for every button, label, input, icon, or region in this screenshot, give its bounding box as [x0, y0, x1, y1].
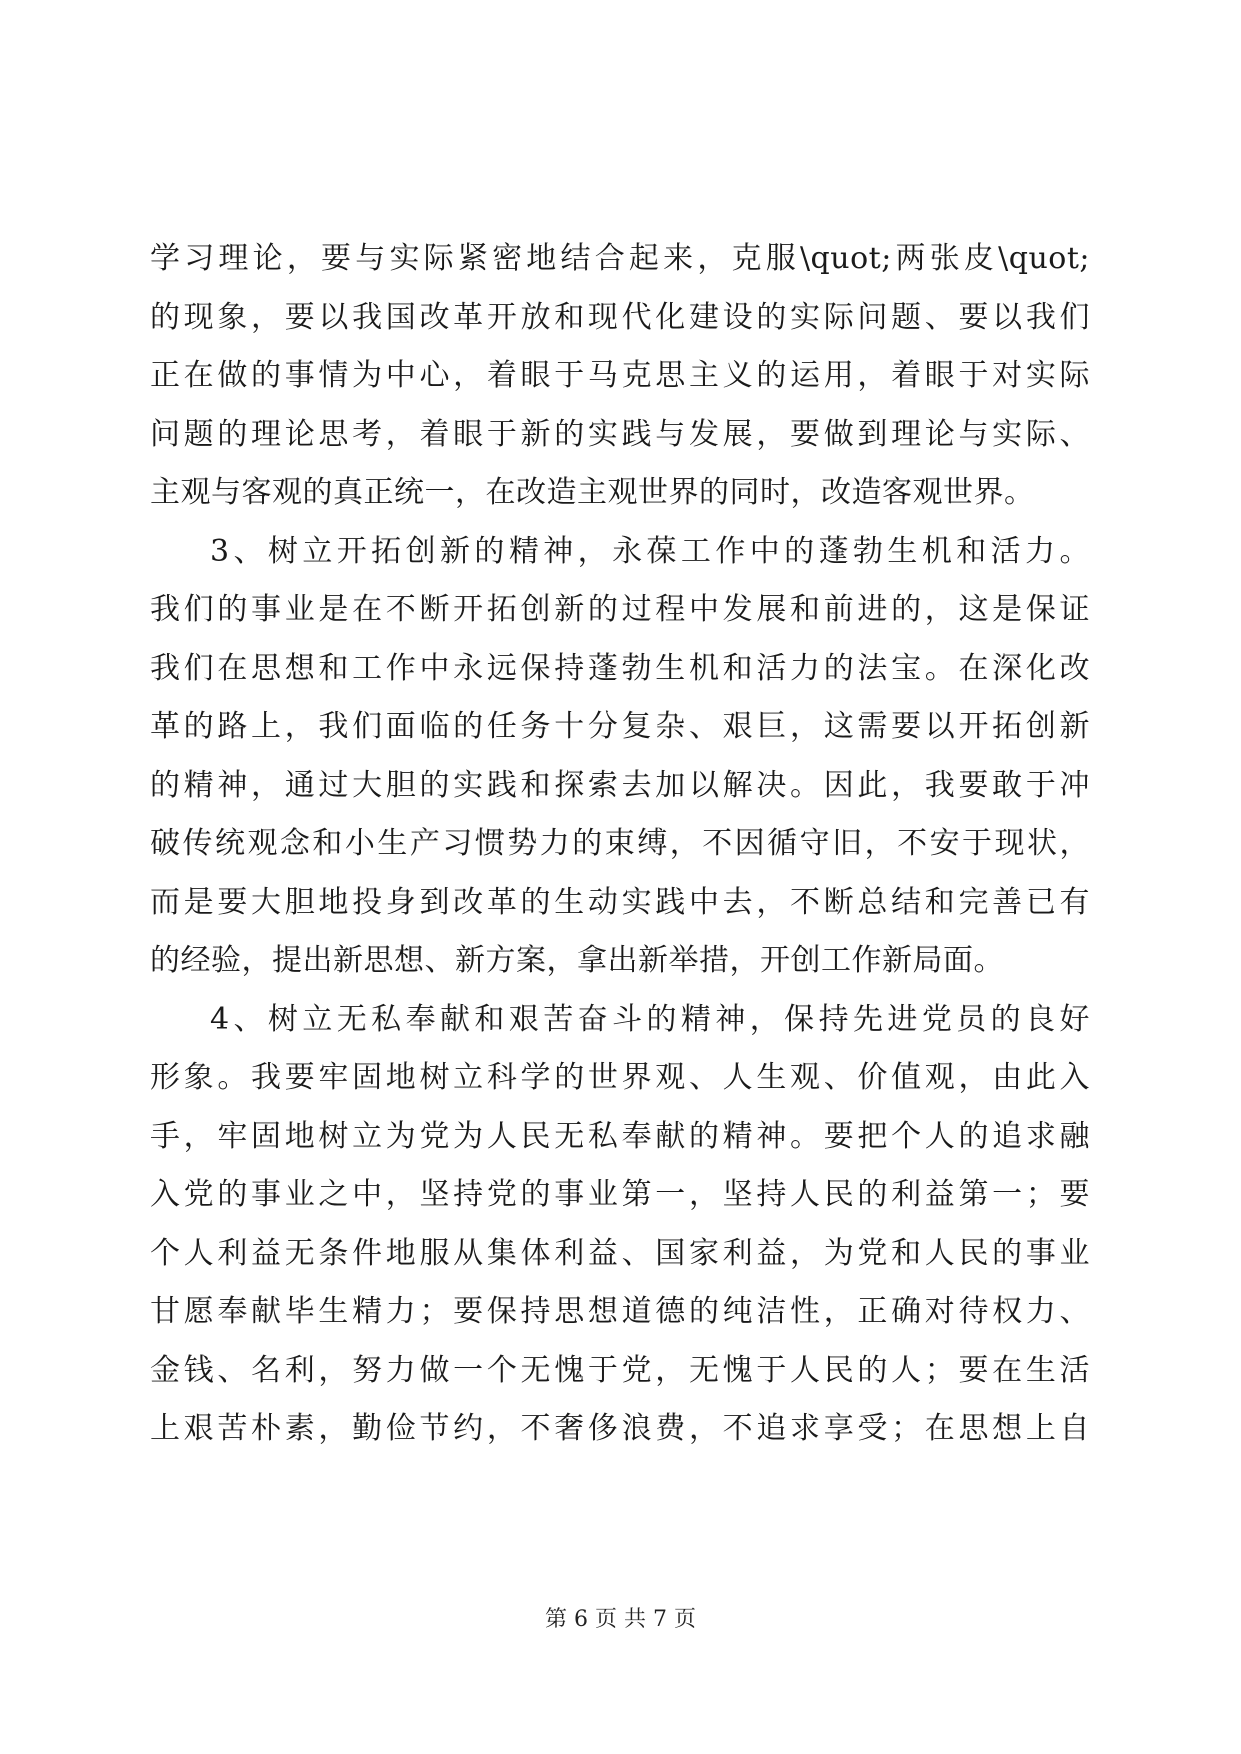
text-line: 革的路上，我们面临的任务十分复杂、艰巨，这需要以开拓创新: [150, 709, 1090, 744]
page-footer: 第 6 页 共 7 页: [545, 1607, 696, 1632]
text-line: 主观与客观的真正统一，在改造主观世界的同时，改造客观世界。: [150, 475, 1035, 510]
text-line: 破传统观念和小生产习惯势力的束缚，不因循守旧，不安于现状，: [150, 826, 1090, 861]
text-line: 甘愿奉献毕生精力；要保持思想道德的纯洁性，正确对待权力、: [150, 1294, 1090, 1329]
text-line: 金钱、名利，努力做一个无愧于党，无愧于人民的人；要在生活: [150, 1352, 1090, 1388]
text-line: 形象。我要牢固地树立科学的世界观、人生观、价值观，由此入: [150, 1060, 1090, 1095]
text-line: 手，牢固地树立为党为人民无私奉献的精神。要把个人的追求融: [150, 1118, 1090, 1154]
text-line: 入党的事业之中，坚持党的事业第一，坚持人民的利益第一；要: [150, 1177, 1090, 1212]
text-line: 个人利益无条件地服从集体利益、国家利益，为党和人民的事业: [150, 1235, 1090, 1271]
text-line: 学习理论，要与实际紧密地结合起来，克服\quot;两张皮\quot;: [150, 241, 1090, 276]
text-line: 3、树立开拓创新的精神，永葆工作中的蓬勃生机和活力。: [210, 533, 1090, 569]
text-line: 4、树立无私奉献和艰苦奋斗的精神，保持先进党员的良好: [210, 1001, 1090, 1037]
text-line: 的现象，要以我国改革开放和现代化建设的实际问题、要以我们: [150, 299, 1090, 335]
text-line: 我们的事业是在不断开拓创新的过程中发展和前进的，这是保证: [150, 592, 1090, 627]
document-body: [150, 230, 1090, 1459]
text-line: 正在做的事情为中心，着眼于马克思主义的运用，着眼于对实际: [150, 358, 1090, 393]
text-line: 问题的理论思考，着眼于新的实践与发展，要做到理论与实际、: [150, 416, 1090, 452]
text-line: 而是要大胆地投身到改革的生动实践中去，不断总结和完善已有: [150, 884, 1090, 920]
text-line: 的经验，提出新思想、新方案，拿出新举措，开创工作新局面。: [150, 943, 1004, 978]
text-line: 我们在思想和工作中永远保持蓬勃生机和活力的法宝。在深化改: [150, 650, 1090, 686]
text-line: 的精神，通过大胆的实践和探索去加以解决。因此，我要敢于冲: [150, 767, 1090, 803]
text-line: 上艰苦朴素，勤俭节约，不奢侈浪费，不追求享受；在思想上自: [150, 1411, 1090, 1446]
